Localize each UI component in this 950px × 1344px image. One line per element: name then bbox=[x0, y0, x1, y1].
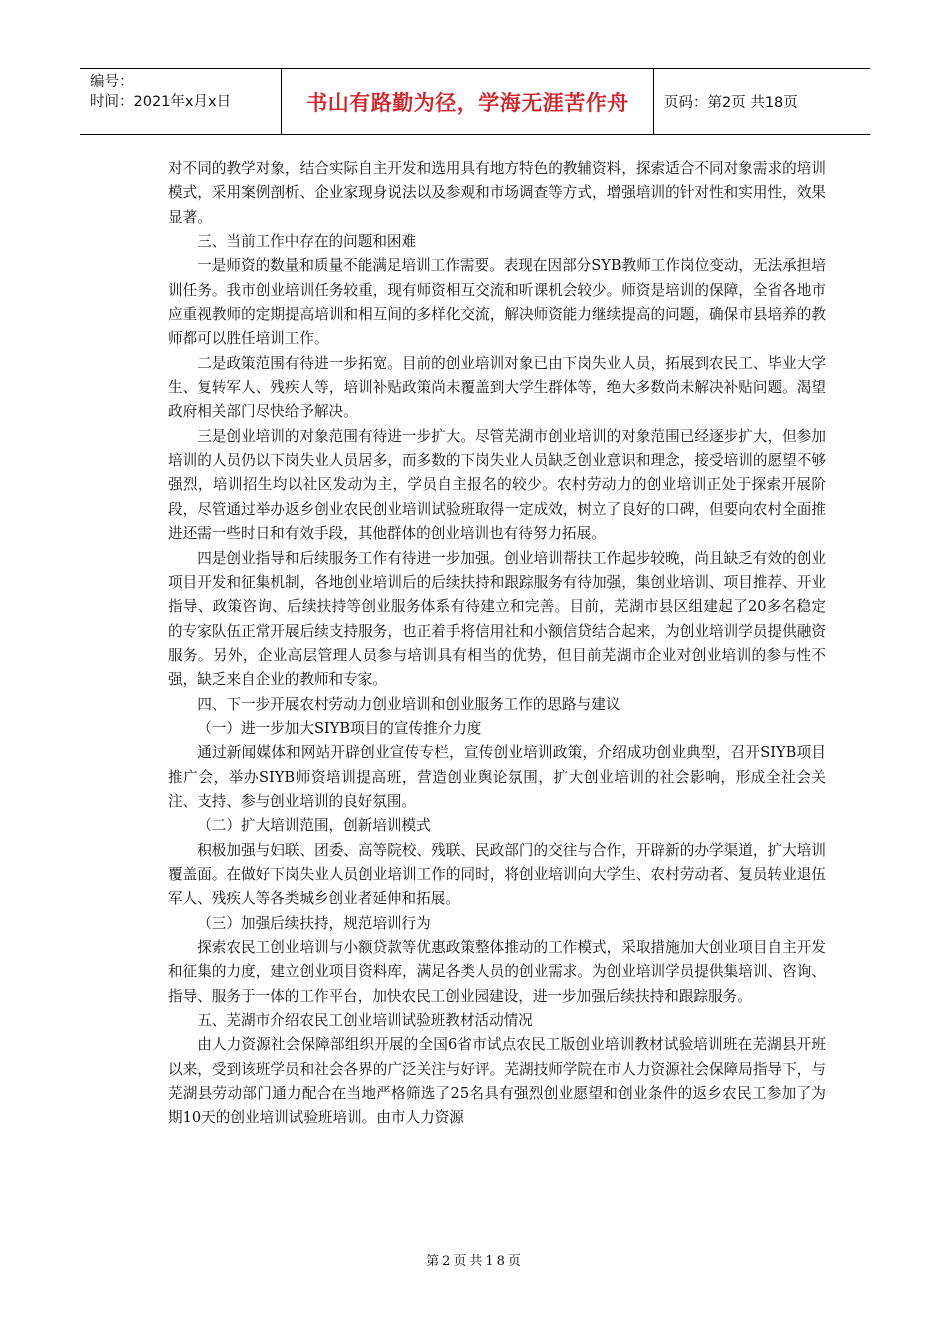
subsection-heading: （二）扩大培训范围，创新培训模式 bbox=[197, 817, 431, 835]
document-body bbox=[168, 157, 826, 1131]
page-footer: 第2页共18页 bbox=[426, 1254, 524, 1269]
section-heading: 五、芜湖市介绍农民工创业培训试验班教材活动情况 bbox=[197, 1012, 533, 1030]
subsection-heading: （一）进一步加大SIYB项目的宣传推介力度 bbox=[197, 719, 482, 737]
paragraph: 由人力资源社会保障部组织开展的全国6省市试点农民工版创业培训教材试验培训班在芜湖县开班以来，受到该班学员和社会各界的广泛关注与好评。芜湖技师学院在市人力资源社会保障局指导下，与芜湖县劳动部门通力配合在当地严格筛选了25名具有强烈创业愿望和创业条件的返乡农民工参加了为期10天的创业培训试验班培训。由市人力资源 bbox=[168, 1036, 826, 1127]
paragraph: 二是政策范围有待进一步拓宽。目前的创业培训对象已由下岗失业人员，拓展到农民工、毕业大学生、复转军人、残疾人等，培训补贴政策尚未覆盖到大学生群体等，绝大多数尚未解决补贴问题。渴望政府相关部门尽快给予解决。 bbox=[168, 354, 826, 421]
document-date-label: 时间：2021年x月x日 bbox=[90, 94, 232, 110]
paragraph: 积极加强与妇联、团委、高等院校、残联、民政部门的交往与合作，开辟新的办学渠道，扩大培训覆盖面。在做好下岗失业人员创业培训工作的同时，将创业培训向大学生、农村劳动者、复员转业退伍军人、残疾人等各类城乡创业者延伸和拓展。 bbox=[168, 841, 826, 908]
header-page-info: 页码：第2页 共18页 bbox=[664, 95, 798, 111]
page-header bbox=[80, 68, 870, 135]
section-heading: 三、当前工作中存在的问题和困难 bbox=[197, 233, 417, 251]
paragraph: 三是创业培训的对象范围有待进一步扩大。尽管芜湖市创业培训的对象范围已经逐步扩大，但参加培训的人员仍以下岗失业人员居多，而多数的下岗失业人员缺乏创业意识和理念，接受培训的愿望不够强烈，培训招生均以社区发动为主，学员自主报名的较少。农村劳动力的创业培训正处于探索开展阶段，尽管通过举办返乡创业农民创业培训试验班取得一定成效，树立了良好的口碑，但要向农村全面推进还需一些时日和有效手段，其他群体的创业培训也有待努力拓展。 bbox=[168, 427, 826, 543]
document-number-label: 编号： bbox=[90, 74, 134, 90]
paragraph: 一是师资的数量和质量不能满足培训工作需要。表现在因部分SYB教师工作岗位变动，无法承担培训任务。我市创业培训任务较重，现有师资相互交流和听课机会较少。师资是培训的保障，全省各地市应重视教师的定期提高培训和相互间的多样化交流，解决师资能力继续提高的问题，确保市县培养的教师都可以胜任培训工作。 bbox=[168, 257, 826, 348]
subsection-heading: （三）加强后续扶持，规范培训行为 bbox=[197, 914, 431, 932]
paragraph: 通过新闻媒体和网站开辟创业宣传专栏，宣传创业培训政策，介绍成功创业典型，召开SIYB项目推广会，举办SIYB师资培训提高班，营造创业舆论氛围，扩大创业培训的社会影响，形成全社会关注、支持、参与创业培训的良好氛围。 bbox=[168, 744, 826, 810]
paragraph: 四是创业指导和后续服务工作有待进一步加强。创业培训帮扶工作起步较晚，尚且缺乏有效的创业项目开发和征集机制，各地创业培训后的后续扶持和跟踪服务有待加强，集创业培训、项目推荐、开业指导、政策咨询、后续扶持等创业服务体系有待建立和完善。目前，芜湖市县区组建起了20多名稳定的专家队伍正常开展后续支持服务，也正着手将信用社和小额信贷结合起来，为创业培训学员提供融资服务。另外，企业高层管理人员参与培训具有相当的优势，但目前芜湖市企业对创业培训的参与性不强，缺乏来自企业的教师和专家。 bbox=[168, 549, 826, 689]
paragraph: 对不同的教学对象，结合实际自主开发和选用具有地方特色的教辅资料，探索适合不同对象需求的培训模式，采用案例剖析、企业家现身说法以及参观和市场调查等方式，增强培训的针对性和实用性，效果显著。 bbox=[168, 160, 826, 226]
paragraph: 探索农民工创业培训与小额贷款等优惠政策整体推动的工作模式，采取措施加大创业项目自主开发和征集的力度，建立创业项目资料库，满足各类人员的创业需求。为创业培训学员提供集培训、咨询、指导、服务于一体的工作平台，加快农民工创业园建设，进一步加强后续扶持和跟踪服务。 bbox=[168, 939, 826, 1005]
section-heading: 四、下一步开展农村劳动力创业培训和创业服务工作的思路与建议 bbox=[197, 695, 621, 713]
header-meta bbox=[80, 69, 282, 134]
header-motto: 书山有路勤为径，学海无涯苦作舟 bbox=[282, 69, 654, 134]
